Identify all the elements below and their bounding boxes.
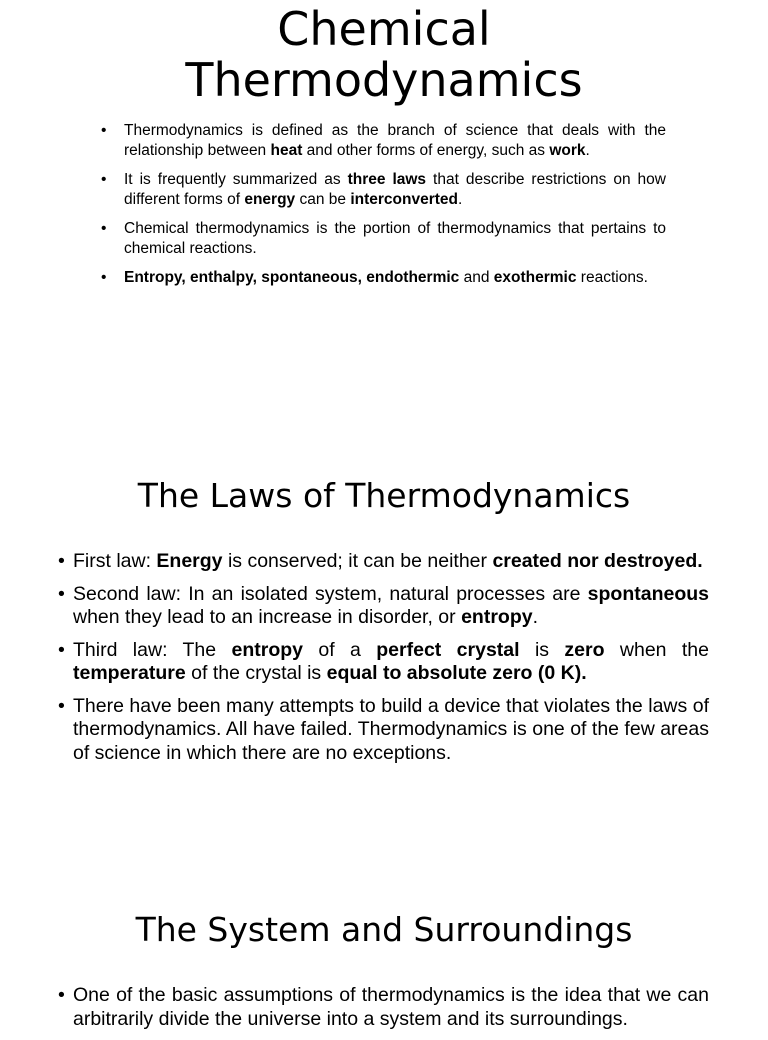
text-run: and — [459, 269, 494, 286]
bold-text: work — [549, 142, 586, 159]
text-run: Thermodynamics is defined as the branch of science that deals with the relationship between — [124, 122, 666, 159]
bold-text: three laws — [347, 171, 427, 188]
text-run: . — [585, 142, 590, 159]
bold-text: Entropy, enthalpy, spontaneous, endothermic — [124, 269, 460, 286]
bullet-item — [73, 550, 709, 574]
bullet-item — [73, 583, 709, 630]
text-run: when they lead to an increase in disorder, or — [73, 606, 462, 628]
text-run: . — [532, 606, 539, 628]
bullet-item — [124, 219, 666, 259]
slide-chemical-thermodynamics — [0, 0, 768, 286]
bold-text: exothermic — [493, 269, 577, 286]
bullet-item — [124, 121, 666, 161]
bold-text: created nor destroyed. — [492, 550, 703, 572]
text-run: of the crystal is — [185, 662, 327, 684]
bold-text: perfect crystal — [376, 638, 520, 661]
text-run: First law: — [73, 550, 157, 572]
bullet-list — [73, 984, 709, 1040]
bold-text: spontaneous — [587, 582, 709, 605]
slide-system-and-surroundings — [0, 904, 768, 1030]
text-run: that describe restrictions on how different forms of — [124, 171, 666, 208]
text-run: can be — [295, 191, 351, 208]
slide-title: The System and Surroundings — [135, 910, 633, 949]
bullet-item — [124, 170, 666, 210]
text-run: There have been many attempts to build a device that violates the laws of thermodynamics. All have failed. Thermodynamics is one of the few areas of science in which there are no exceptions. — [73, 694, 709, 764]
slide-laws-of-thermodynamics — [0, 470, 768, 764]
title-line: Chemical — [277, 2, 491, 56]
bold-text: temperature — [73, 662, 186, 684]
bullet-list — [124, 121, 666, 297]
text-run: . — [458, 191, 463, 208]
text-run: is — [519, 638, 565, 661]
title-line: Thermodynamics — [185, 53, 583, 107]
text-run: It is frequently summarized as — [124, 171, 348, 188]
bullet-list — [73, 550, 709, 774]
bold-text: equal to absolute zero (0 K). — [326, 662, 587, 684]
text-run: when the — [604, 638, 709, 661]
bold-text: energy — [244, 191, 296, 208]
bullet-item — [73, 639, 709, 686]
bold-text: zero — [564, 638, 605, 661]
text-run: One of the basic assumptions of thermodynamics is the idea that we can arbitrarily divide the universe into a system and its surroundings. — [73, 984, 709, 1030]
text-run: and other forms of energy, such as — [302, 142, 550, 159]
bullet-item — [73, 695, 709, 766]
text-run: Chemical thermodynamics is the portion of thermodynamics that pertains to chemical reactions. — [124, 220, 666, 257]
bold-text: entropy — [461, 606, 533, 628]
text-run: is conserved; it can be neither — [222, 550, 493, 572]
text-run: of a — [303, 638, 377, 661]
slide-title — [0, 0, 768, 106]
bullet-item — [124, 268, 666, 288]
text-run: reactions. — [576, 269, 648, 286]
slide-title: The Laws of Thermodynamics — [137, 476, 631, 515]
text-run: Third law: The — [73, 638, 232, 661]
bold-text: heat — [270, 142, 303, 159]
bold-text: Energy — [156, 550, 223, 572]
bold-text: entropy — [231, 638, 304, 661]
bold-text: interconverted — [350, 191, 458, 208]
text-run: Second law: In an isolated system, natural processes are — [73, 582, 588, 605]
